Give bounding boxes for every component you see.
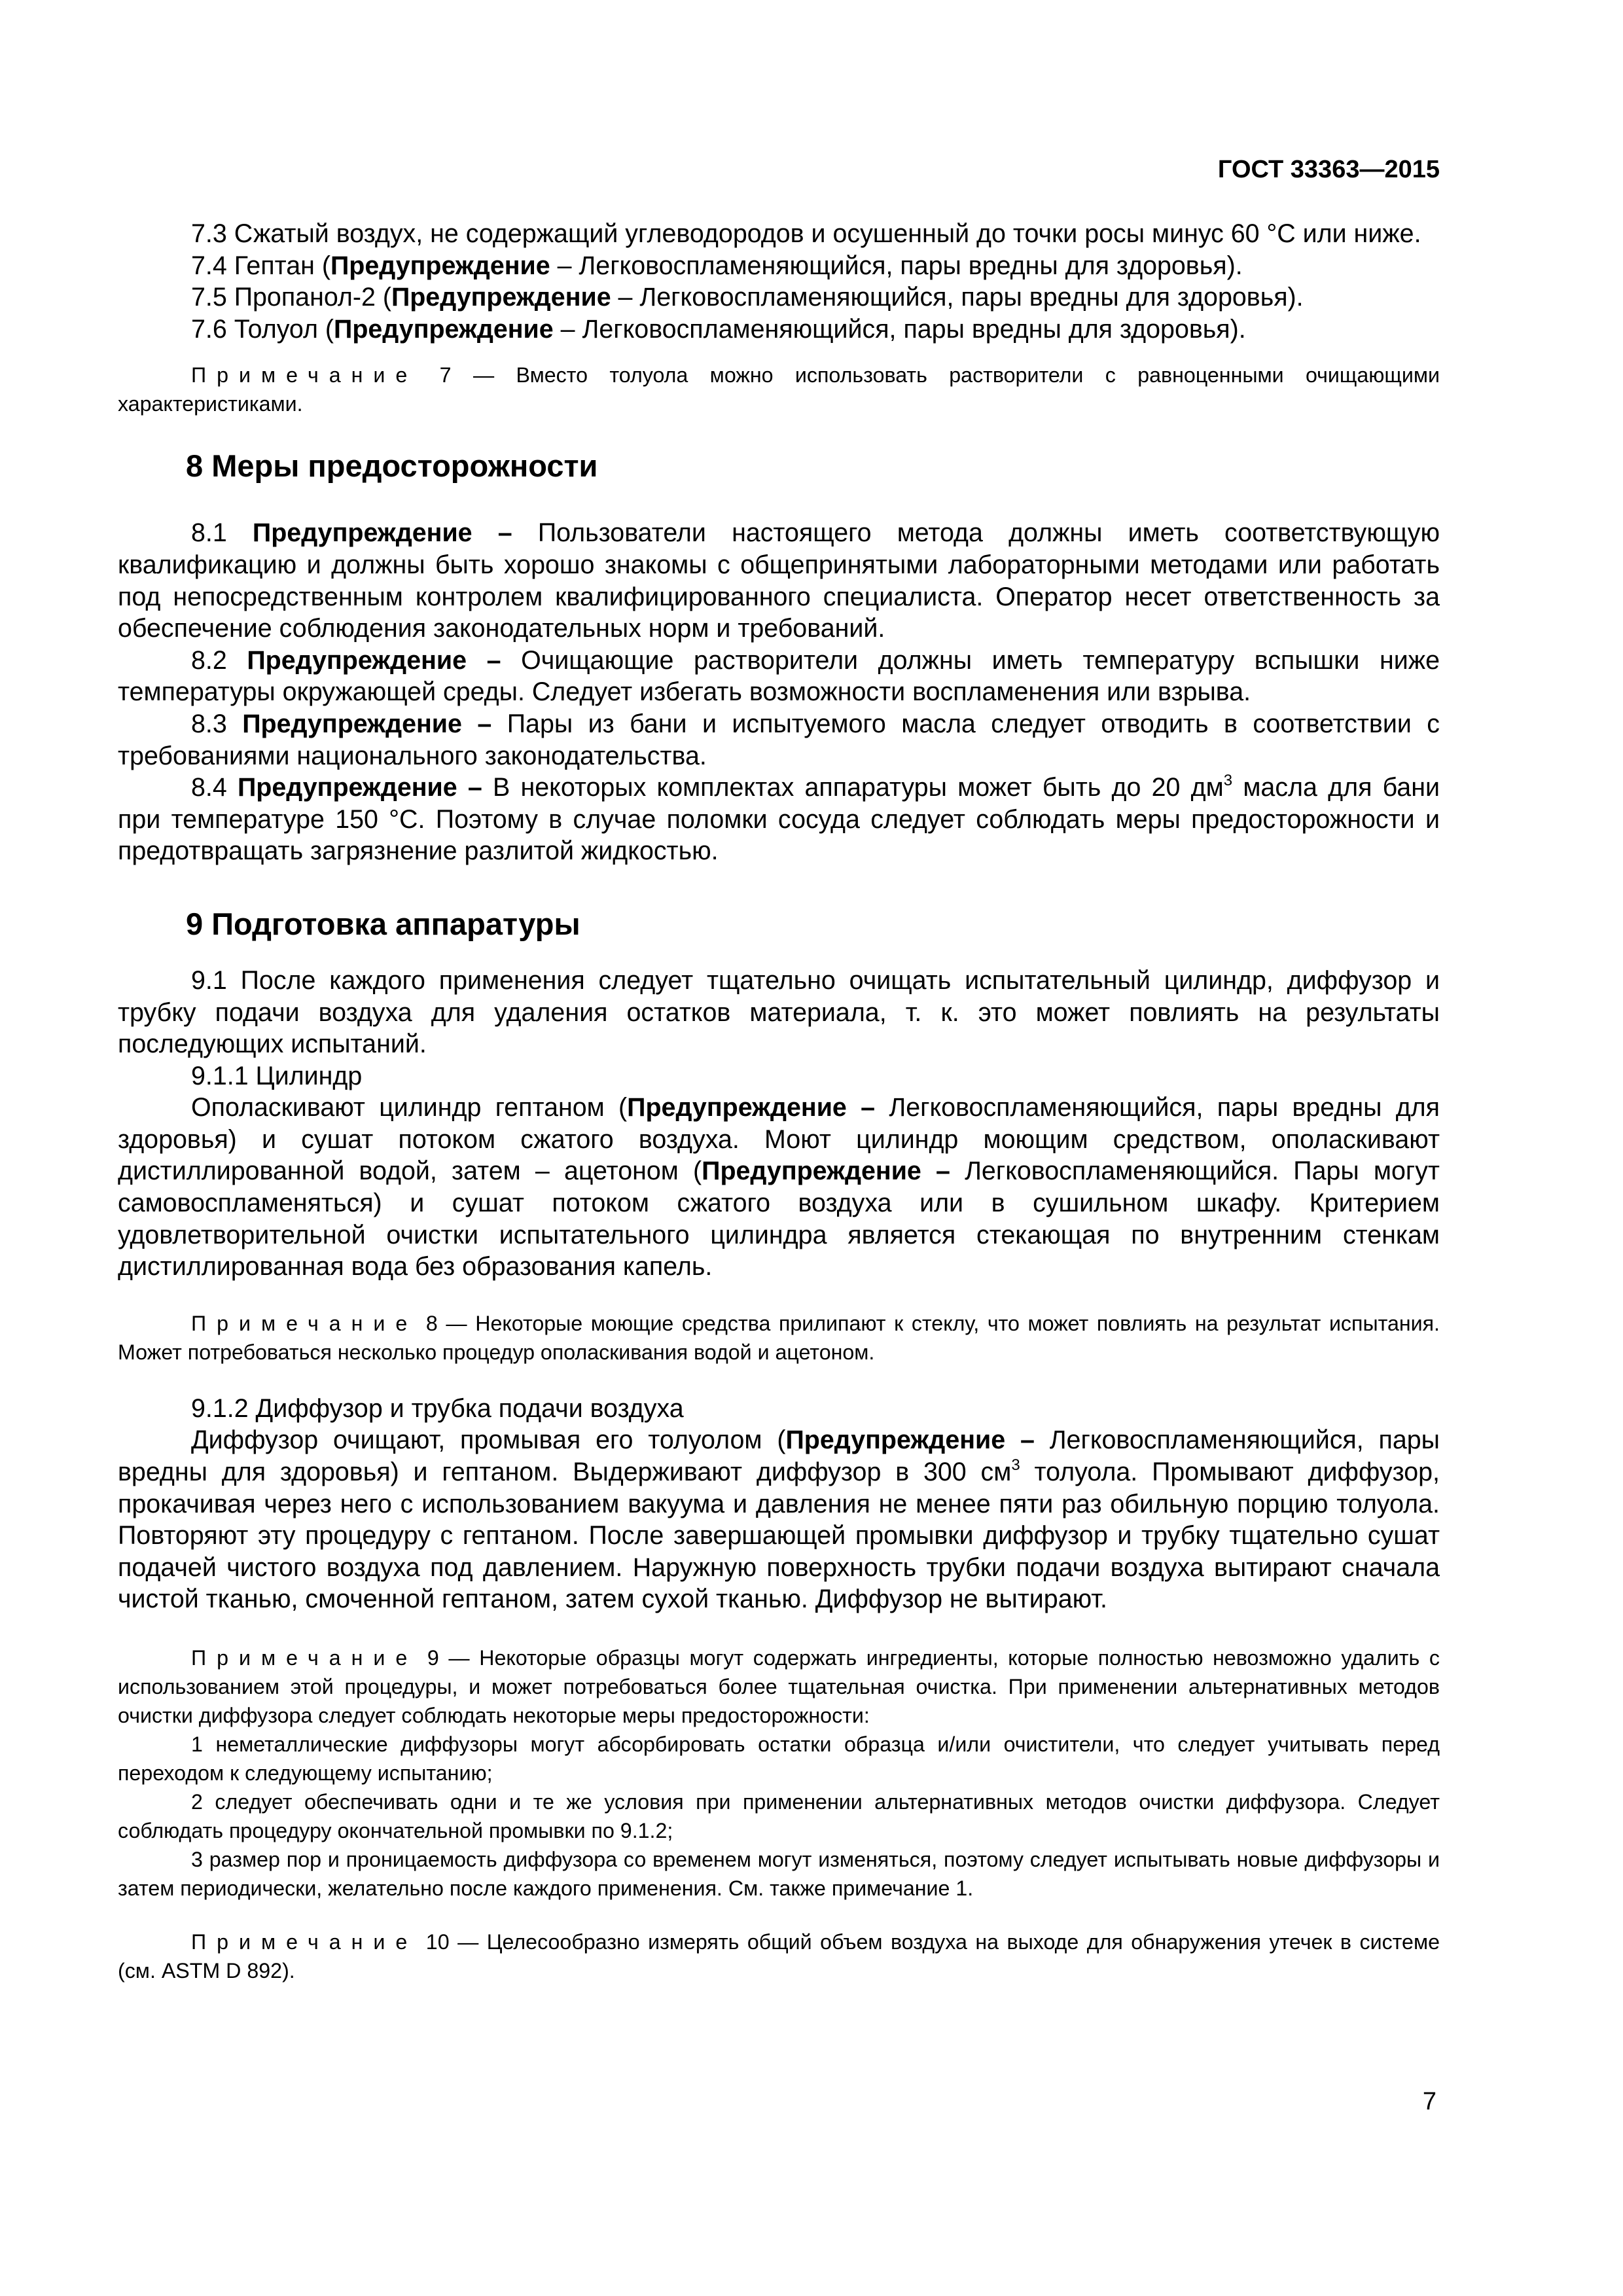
paragraph-8-1: 8.1 Предупреждение – Пользователи настоящего метода должны иметь соответствующую квалификацию и должны быть хорошо знакомы с общепринятыми лабораторными методами или работать под непосредственным контролем квалифицированного специалиста. Оператор несет ответственность за обеспечение соблюдения законодательных норм и требований. xyxy=(118,518,1440,643)
paragraph-7-3: 7.3 Сжатый воздух, не содержащий углеводородов и осушенный до точки росы минус 60 °С или ниже. xyxy=(191,219,1421,248)
note-label: Примечание xyxy=(191,1930,418,1954)
warning-label: Предупреждение – xyxy=(237,773,482,802)
section-9-heading: 9 Подготовка аппаратуры xyxy=(186,906,580,941)
warning-label: Предупреждение xyxy=(391,283,611,312)
paragraph-8-4: 8.4 Предупреждение – В некоторых комплектах аппаратуры может быть до 20 $дм^3$ масла для бани при температуре 150 °С. Поэтому в случае поломки сосуда следует соблюдать меры предосторожности и предотвращать загрязнение разлитой жидкостью. xyxy=(118,772,1440,866)
warning-label: Предупреждение xyxy=(334,314,554,344)
paragraph-9-1: 9.1 После каждого применения следует тщательно очищать испытательный цилиндр, диффузор и трубку подачи воздуха для удаления остатков материала, т. к. это может повлиять на результаты последующих испытаний. xyxy=(118,965,1440,1059)
warning-label: Предупреждение xyxy=(330,251,550,280)
paragraph-9-1-2: Диффузор очищают, промывая его толуолом (Предупреждение – Легковоспламеняющийся, пары вредны для здоровья) и гептаном. Выдерживают диффузор в 300 $см^3$ толуола. Промывают диффузор, прокачивая через него с использованием вакуума и давления не менее пяти раз обильную порцию толуола. Повторяют эту процедуру с гептаном. После завершающей промывки диффузор и трубку тщательно сушат подачей чистого воздуха под давлением. Наружную поверхность трубки подачи воздуха вытирают сначала чистой тканью, смоченной гептаном, затем сухой тканью. Диффузор не вытирают. xyxy=(118,1426,1440,1614)
note-9-item-3: 3 размер пор и проницаемость диффузора со временем могут изменяться, поэтому следует испытывать новые диффузоры и затем периодически, желательно после каждого применения. См. также примечание 1. xyxy=(118,1848,1440,1900)
warning-label: Предупреждение – xyxy=(702,1157,950,1186)
document-id-header: ГОСТ 33363—2015 xyxy=(1217,156,1440,183)
note-label: Примечание xyxy=(191,1646,418,1670)
warning-label: Предупреждение – xyxy=(627,1093,876,1122)
paragraph-7-5: 7.5 Пропанол-2 (Предупреждение – Легковоспламеняющийся, пары вредны для здоровья). xyxy=(191,283,1304,312)
note-9-item-2: 2 следует обеспечивать одни и те же условия при применении альтернативных методов очистки диффузора. Следует соблюдать процедуру окончательной промывки по 9.1.2; xyxy=(118,1790,1440,1842)
page-number: 7 xyxy=(1422,2088,1436,2115)
warning-label: Предупреждение – xyxy=(252,518,512,548)
paragraph-8-3: 8.3 Предупреждение – Пары из бани и испытуемого масла следует отводить в соответствии с требованиями национального законодательства. xyxy=(118,709,1440,770)
note-9: Примечание 9 — Некоторые образцы могут содержать ингредиенты, которые полностью невозможно удалить с использованием этой процедуры, и может потребоваться более тщательная очистка. При применении альтернативных методов очистки диффузора следует соблюдать некоторые меры предосторожности: xyxy=(118,1646,1440,1727)
page-content xyxy=(118,218,1440,1985)
note-label: Примечание xyxy=(191,363,418,387)
note-8: Примечание 8 — Некоторые моющие средства прилипают к стеклу, что может повлиять на результат испытания. Может потребоваться несколько процедур ополаскивания водой и ацетоном. xyxy=(118,1311,1440,1364)
note-7: Примечание 7 — Вместо толуола можно использовать растворители с равноценными очищающими характеристиками. xyxy=(118,363,1440,416)
subsection-9-1-1-title: 9.1.1 Цилиндр xyxy=(191,1061,363,1090)
paragraph-7-4: 7.4 Гептан (Предупреждение – Легковоспламеняющийся, пары вредны для здоровья). xyxy=(191,251,1243,280)
warning-label: Предупреждение – xyxy=(242,709,492,738)
note-9-item-1: 1 неметаллические диффузоры могут абсорбировать остатки образца и/или очистители, что следует учитывать перед переходом к следующему испытанию; xyxy=(118,1732,1440,1785)
note-10: Примечание 10 — Целесообразно измерять общий объем воздуха на выходе для обнаружения утечек в системе (см. ASTM D 892). xyxy=(118,1930,1440,1982)
subsection-9-1-2-title: 9.1.2 Диффузор и трубка подачи воздуха xyxy=(191,1393,684,1423)
paragraph-9-1-1: Ополаскивают цилиндр гептаном (Предупреждение – Легковоспламеняющийся, пары вредны для здоровья) и сушат потоком сжатого воздуха. Моют цилиндр моющим средством, ополаскивают дистиллированной водой, затем – ацетоном (Предупреждение – Легковоспламеняющийся. Пары могут самовоспламеняться) и сушат потоком сжатого воздуха или в сушильном шкафу. Критерием удовлетворительной очистки испытательного цилиндра является стекающая по внутренним стенкам дистиллированная вода без образования капель. xyxy=(118,1093,1440,1282)
note-label: Примечание xyxy=(191,1311,418,1335)
warning-label: Предупреждение – xyxy=(785,1426,1035,1455)
paragraph-7-6: 7.6 Толуол (Предупреждение – Легковоспламеняющийся, пары вредны для здоровья). xyxy=(191,314,1246,344)
warning-label: Предупреждение – xyxy=(247,645,501,675)
paragraph-8-2: 8.2 Предупреждение – Очищающие растворители должны иметь температуру вспышки ниже температуры окружающей среды. Следует избегать возможности воспламенения или взрыва. xyxy=(118,645,1440,707)
section-8-heading: 8 Меры предосторожности xyxy=(186,448,598,484)
